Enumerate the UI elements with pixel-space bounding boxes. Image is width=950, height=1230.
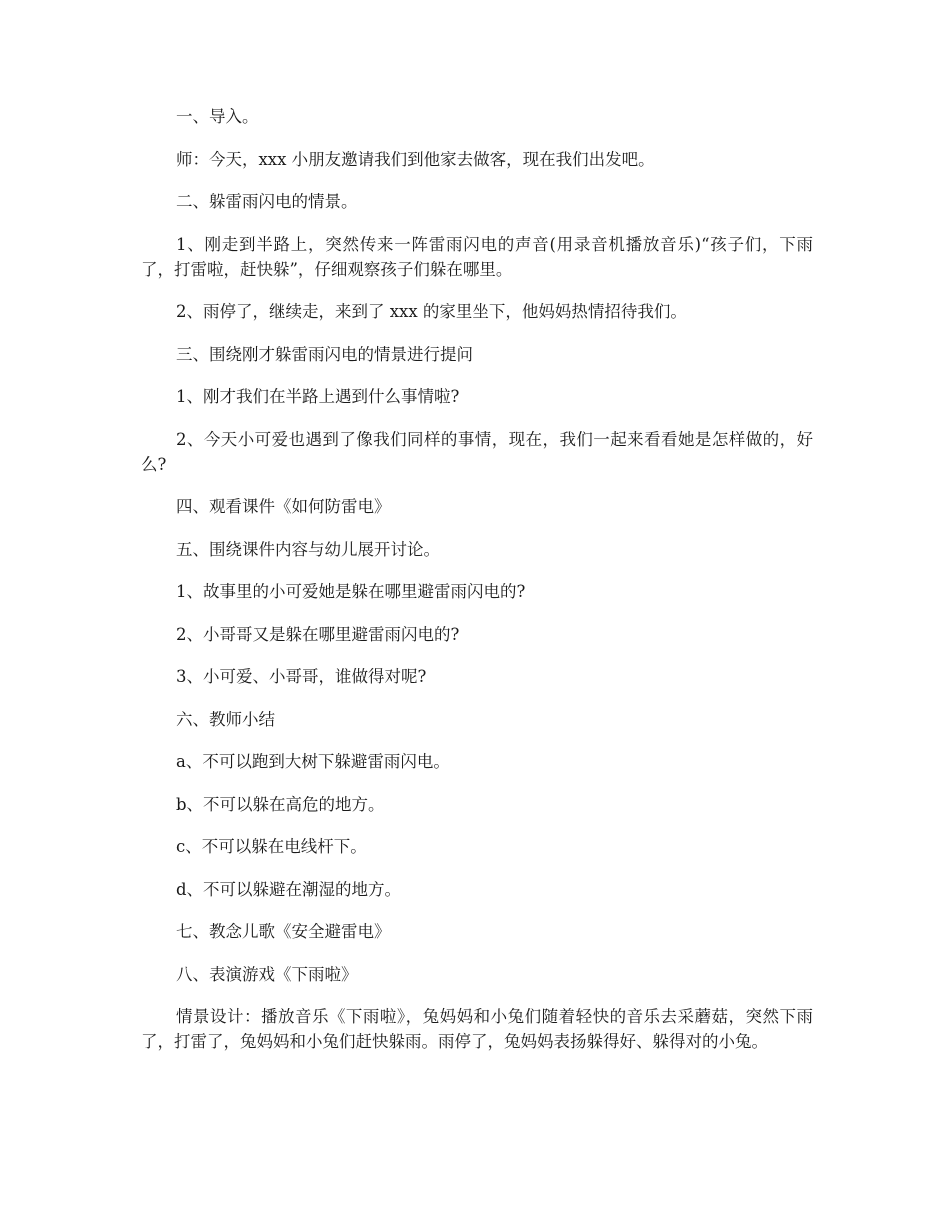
paragraph-discussion-2: 2、小哥哥又是躲在哪里避雷雨闪电的?: [176, 624, 460, 644]
paragraph-question-1: 1、刚才我们在半路上遇到什么事情啦?: [176, 387, 460, 406]
paragraph-question-2: 2、今天小可爱也遇到了像我们同样的事情，现在，我们一起来看看她是怎样做的，好么?: [141, 429, 813, 474]
heading-teacher-summary: 六、教师小结: [176, 709, 275, 729]
heading-discussion: 五、围绕课件内容与幼儿展开讨论。: [176, 539, 440, 559]
paragraph-summary-b: b、不可以躲在高危的地方。: [176, 794, 385, 814]
heading-thunderstorm-scene: 二、躲雷雨闪电的情景。: [176, 192, 358, 211]
heading-questions: 三、围绕刚才躲雷雨闪电的情景进行提问: [176, 344, 473, 364]
heading-intro: 一、导入。: [176, 107, 259, 126]
paragraph-summary-a: a、不可以跑到大树下躲避雷雨闪电。: [176, 752, 450, 771]
paragraph-teacher-intro: 师：今天，xxx 小朋友邀请我们到他家去做客，现在我们出发吧。: [176, 149, 655, 169]
paragraph-summary-d: d、不可以躲避在潮湿的地方。: [176, 879, 402, 899]
paragraph-discussion-3: 3、小可爱、小哥哥，谁做得对呢?: [176, 667, 427, 686]
paragraph-scene-step-2: 2、雨停了，继续走，来到了 xxx 的家里坐下，他妈妈热情招待我们。: [176, 302, 687, 321]
paragraph-summary-c: c、不可以躲在电线杆下。: [176, 837, 367, 856]
document-body: [141, 104, 813, 1072]
paragraph-scene-step-1: 1、刚走到半路上，突然传来一阵雷雨闪电的声音(用录音机播放音乐)“孩子们，下雨了，打雷啦，赶快躲”，仔细观察孩子们躲在哪里。: [141, 234, 813, 279]
heading-performance-game: 八、表演游戏《下雨啦》: [176, 964, 358, 984]
heading-watch-courseware: 四、观看课件《如何防雷电》: [176, 497, 391, 516]
paragraph-scene-design: 情景设计：播放音乐《下雨啦》，兔妈妈和小兔们随着轻快的音乐去采蘑菇，突然下雨了，打雷了，兔妈妈和小兔们赶快躲雨。雨停了，兔妈妈表扬躲得好、躲得对的小兔。: [141, 1007, 813, 1051]
heading-nursery-rhyme: 七、教念儿歌《安全避雷电》: [176, 922, 391, 941]
paragraph-discussion-1: 1、故事里的小可爱她是躲在哪里避雷雨闪电的?: [176, 582, 526, 601]
